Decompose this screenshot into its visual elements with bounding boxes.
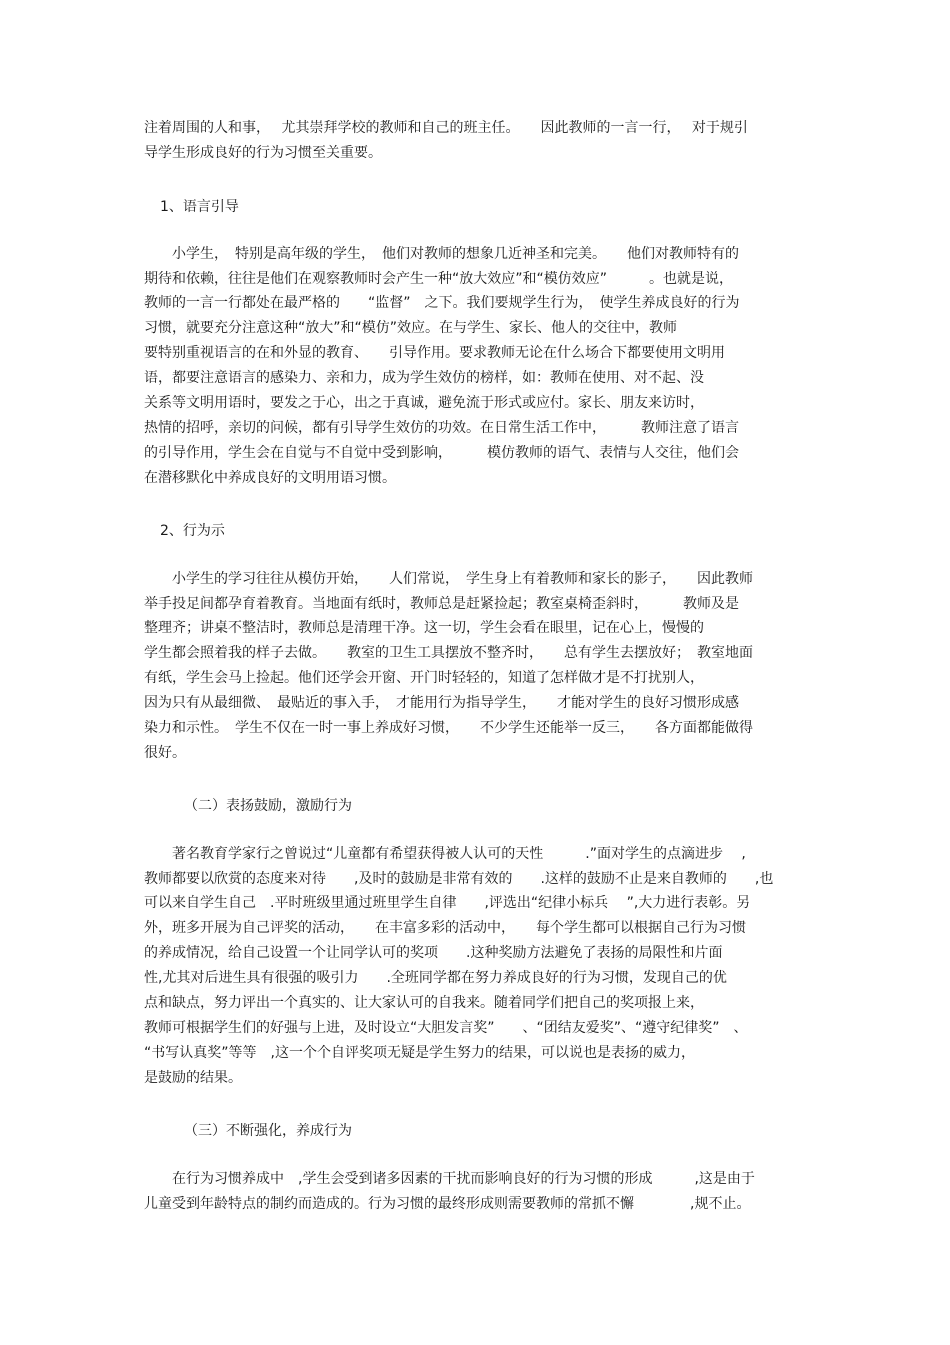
paragraph-line: 可以来自学生自己 .平时班级里通过班里学生自律 ,评选出“纪律小标兵 ”,大力进行表彰。另 xyxy=(144,895,751,911)
paragraph-line: 小学生的学习往往从模仿开始， 人们常说， 学生身上有着教师和家长的影子， 因此教师 xyxy=(144,571,753,587)
paragraph-line: 著名教育学家行之曾说过“儿童都有希望获得被人认可的天性 .”面对学生的点滴进步 , xyxy=(144,846,746,862)
paragraph-line: 关系等文明用语时，要发之于心，出之于真诚，避免流于形式或应付。家长、朋友来访时， xyxy=(144,395,704,411)
paragraph-line: 要特别重视语言的在和外显的教育、 引导作用。要求教师无论在什么场合下都要使用文明用 xyxy=(144,345,725,361)
paragraph-line: 举手投足间都孕育着教育。当地面有纸时，教师总是赶紧捡起；教室桌椅歪斜时， 教师及是 xyxy=(144,596,739,612)
paragraph-line: 整理齐；讲桌不整洁时，教师总是清理干净。这一切，学生会看在眼里，记在心上，慢慢的 xyxy=(144,620,704,636)
paragraph-line: 因为只有从最细微、 最贴近的事入手， 才能用行为指导学生， 才能对学生的良好习惯形成感 xyxy=(144,695,739,711)
section-heading-praise: （二）表扬鼓励，激励行为 xyxy=(184,798,352,814)
paragraph-line: 很好。 xyxy=(144,745,186,761)
paragraph-line: 的养成情况，给自己设置一个让同学认可的奖项 .这种奖励方法避免了表扬的局限性和片面 xyxy=(144,945,723,961)
paragraph-line: 语，都要注意语言的感染力、亲和力，成为学生效仿的榜样，如：教师在使用、对不起、没 xyxy=(144,370,704,386)
section-heading-language: 1、语言引导 xyxy=(160,199,239,215)
paragraph-line: 教师可根据学生们的好强与上进，及时设立“大胆发言奖” 、“团结友爱奖”、“遵守纪律奖” 、 xyxy=(144,1020,748,1036)
paragraph-line: 教师的一言一行都处在最严格的 “监督” 之下。我们要规学生行为， 使学生养成良好的行为 xyxy=(144,295,740,311)
paragraph-line: 的引导作用，学生会在自觉与不自觉中受到影响， 模仿教师的语气、表情与人交往，他们会 xyxy=(144,445,739,461)
intro-line: 导学生形成良好的行为习惯至关重要。 xyxy=(144,145,382,161)
paragraph-line: 学生都会照着我的样子去做。 教室的卫生工具摆放不整齐时， 总有学生去摆放好； 教室地面 xyxy=(144,645,753,661)
paragraph-line: 是鼓励的结果。 xyxy=(144,1070,242,1086)
paragraph-line: 儿童受到年龄特点的制约而造成的。行为习惯的最终形成则需要教师的常抓不懈 ,规不止。 xyxy=(144,1196,751,1212)
paragraph-line: 小学生， 特别是高年级的学生， 他们对教师的想象几近神圣和完美。 他们对教师特有的 xyxy=(144,246,739,262)
paragraph-line: 教师都要以欣赏的态度来对待 ,及时的鼓励是非常有效的 .这样的鼓励不止是来自教师的 ,也 xyxy=(144,871,774,887)
paragraph-line: 性,尤其对后进生具有很强的吸引力 .全班同学都在努力养成良好的行为习惯，发现自己的优 xyxy=(144,970,727,986)
paragraph-line: “书写认真奖”等等 ,这一个个自评奖项无疑是学生努力的结果，可以说也是表扬的威力， xyxy=(144,1045,695,1061)
paragraph-line: 有纸，学生会马上捡起。他们还学会开窗、开门时轻轻的，知道了怎样做才是不打扰别人， xyxy=(144,670,704,686)
paragraph-line: 习惯，就要充分注意这种“放大”和“模仿”效应。在与学生、家长、他人的交往中，教师 xyxy=(144,320,678,336)
paragraph-line: 染力和示性。 学生不仅在一时一事上养成好习惯， 不少学生还能举一反三， 各方面都能做得 xyxy=(144,720,753,736)
section-heading-reinforcement: （三）不断强化，养成行为 xyxy=(184,1123,352,1139)
paragraph-line: 在行为习惯养成中 ,学生会受到诸多因素的干扰而影响良好的行为习惯的形成 ,这是由于 xyxy=(144,1171,755,1187)
intro-line: 注着周围的人和事， 尤其崇拜学校的教师和自己的班主任。 因此教师的一言一行， 对于规引 xyxy=(144,120,748,136)
paragraph-line: 期待和依赖，往往是他们在观察教师时会产生一种“放大效应”和“模仿效应” 。也就是说， xyxy=(144,271,734,287)
section-heading-behavior-example: 2、行为示 xyxy=(160,523,225,539)
paragraph-line: 在潜移默化中养成良好的文明用语习惯。 xyxy=(144,470,396,486)
paragraph-line: 外，班多开展为自己评奖的活动， 在丰富多彩的活动中， 每个学生都可以根据自己行为习惯 xyxy=(144,920,746,936)
paragraph-line: 点和缺点，努力评出一个真实的、让大家认可的自我来。随着同学们把自己的奖项报上来， xyxy=(144,995,704,1011)
paragraph-line: 热情的招呼，亲切的问候，都有引导学生效仿的功效。在日常生活工作中， 教师注意了语言 xyxy=(144,420,739,436)
